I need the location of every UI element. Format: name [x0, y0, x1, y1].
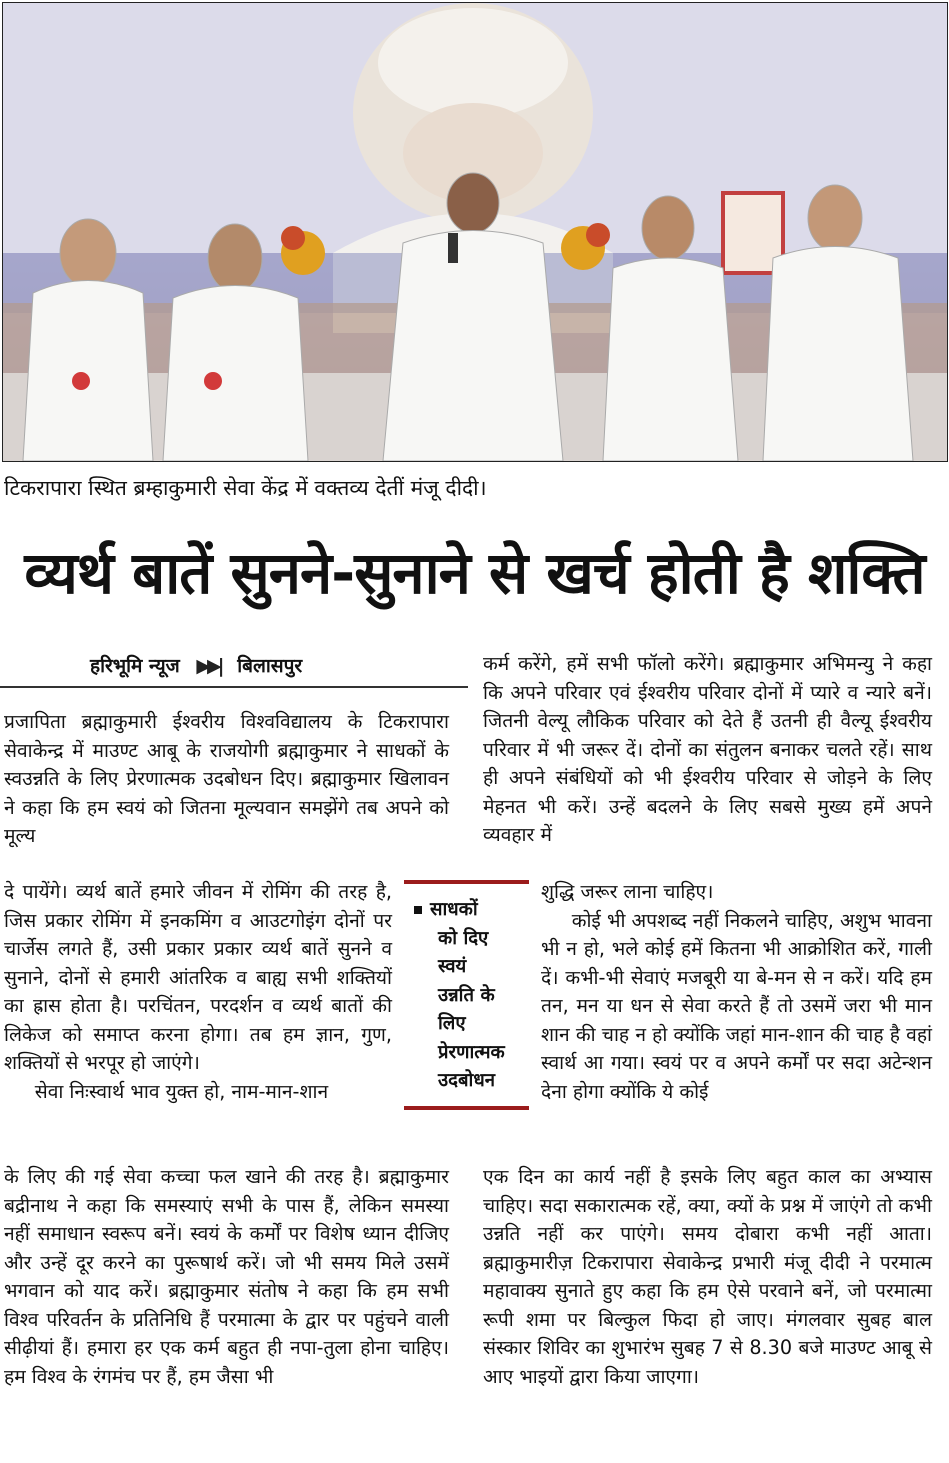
- pull-quote-line: स्वयं: [438, 956, 467, 977]
- column-2-middle: [541, 878, 932, 1106]
- photo-caption: टिकरापारा स्थित ब्रम्हाकुमारी सेवा केंद्र में वक्तव्य देतीं मंजू दीदी।: [4, 476, 487, 500]
- column-1-bottom: [4, 1163, 449, 1391]
- column-1-para-1: प्रजापिता ब्रह्माकुमारी ईश्वरीय विश्वविद्यालय के टिकरापारा सेवाकेन्द्र में माउण्ट आबू के राजयोगी ब्रह्माकुमार ने साधकों के स्वउन्नति के लिए प्रेरणात्मक उदबोधन दिए। ब्रह्माकुमार खिलावन ने कहा कि हम स्वयं को जितना मूल्यवान समझेंगे तब अपने को मूल्य: [4, 710, 449, 847]
- column-2-para-2b: एक दिन का कार्य नहीं है इसके लिए बहुत काल का अभ्यास चाहिए। सदा सकारात्मक रहें, क्या, क्यों के प्रश्न में जाएंगे तो कभी उन्नति नहीं कर पाएंगे। समय दोबारा कभी नहीं आता। ब्रह्माकुमारीज़ टिकरापारा सेवाकेन्द्र प्रभारी मंजू दीदी ने परमात्म महावाक्य सुनाते हुए कहा कि हम ऐसे परवाने बनें, जो परमात्मा रूपी शमा पर बिल्कुल फिदा हो जाए। मंगलवार सुबह बाल संस्कार शिविर का शुभारंभ सुबह 7 से 8.30 बजे माउण्ट आबू से आए भाइयों द्वारा किया जाएगा।: [483, 1165, 932, 1388]
- column-2-para-2a: कोई भी अपशब्द नहीं निकलने चाहिए, अशुभ भावना भी न हो, भले कोई हमें कितना भी आक्रोशित करें, गाली दें। कभी-भी सेवाएं मजबूरी या बे-मन से न करें। यदि हम तन, मन या धन से सेवा करते हैं तो उसमें जरा भी मान शान की चाह न हो क्योंकि जहां मान-शान की चाह है वहां स्वार्थ आ गया। स्वयं पर व अपने कर्मों पर सदा अटेन्शन देना होगा क्योंकि ये कोई: [541, 908, 932, 1103]
- pull-quote-line: साधकों: [430, 899, 478, 920]
- byline-arrow-icon: ▶▶|: [196, 655, 221, 677]
- pull-quote: [404, 880, 529, 1110]
- column-1-para-2a: सेवा निःस्वार्थ भाव युक्त हो, नाम-मान-शान: [34, 1079, 329, 1103]
- pull-quote-line: को दिए: [438, 927, 489, 949]
- column-1-middle: [4, 878, 392, 1106]
- event-photo: [2, 2, 948, 462]
- bullet-icon: [414, 906, 422, 914]
- column-2-para-1: कर्म करेंगे, हमें सभी फॉलो करेंगे। ब्रह्माकुमार अभिमन्यु ने कहा कि अपने परिवार एवं ईश्वरीय परिवार दोनों में प्यारे व न्यारे बनें। जितनी वेल्यू लौकिक परिवार को देते हैं उतनी ही वैल्यू ईश्वरीय परिवार में भी जरूर दें। दोनों का संतुलन बनाकर चलते रहें। साथ ही अपने संबंधियों को भी ईश्वरीय परिवार से जोड़ने के लिए मेहनत भी करें। उन्हें बदलने के लिए सबसे मुख्य हमें अपने व्यवहार में: [483, 652, 932, 846]
- column-1-para-1b: दे पायेंगे। व्यर्थ बातें हमारे जीवन में रोमिंग की तरह है, जिस प्रकार रोमिंग में इनकमिंग व आउटगोइंग दोनों पर चार्जेस लगते हैं, उसी प्रकार प्रकार व्यर्थ बातें सुनने व सुनाने, दोनों से हमारी आंतरिक व बाह्य सभी शक्तियों का ह्रास होता है। परचिंतन, परदर्शन व व्यर्थ बातों की लिकेज को समाप्त करना होगा। तब हम ज्ञान, गुण, शक्तियों से भरपूर हो जाएंगे।: [4, 880, 392, 1074]
- column-2-top: [483, 650, 932, 850]
- pull-quote-line: उदबोधन: [438, 1070, 495, 1091]
- pull-quote-line: प्रेरणात्मक: [438, 1041, 505, 1063]
- column-1-top: [4, 708, 449, 851]
- stage-photo-icon: [3, 3, 947, 461]
- byline-rule: [0, 686, 468, 688]
- headline: व्यर्थ बातें सुनने-सुनाने से खर्च होती है शक्ति: [24, 539, 925, 607]
- pull-quote-bottom-rule: [404, 1106, 529, 1110]
- column-2-bottom: [483, 1163, 932, 1391]
- byline-source: हरिभूमि न्यूज: [90, 655, 180, 677]
- column-1-para-2b: के लिए की गई सेवा कच्चा फल खाने की तरह है। ब्रह्माकुमार बद्रीनाथ ने कहा कि समस्याएं सभी के पास हैं, लेकिन समस्या नहीं समाधान स्वरूप बनें। स्वयं के कर्मों पर विशेष ध्यान दीजिए और उन्हें दूर करने का पुरूषार्थ करें। जो भी समय मिले उसमें भगवान को याद करें। ब्रह्माकुमार संतोष ने कहा कि हम सभी विश्व परिवर्तन के प्रतिनिधि हैं परमात्मा के द्वार पर पहुंचने वाली सीढ़ीयां हैं। हमारा हर एक कर्म बहुत ही नपा-तुला होना चाहिए। हम विश्व के रंगमंच पर हैं, हम जैसा भी: [4, 1165, 449, 1388]
- byline: [90, 652, 470, 680]
- pull-quote-line: लिए: [438, 1013, 466, 1034]
- pull-quote-text: [404, 884, 529, 1106]
- byline-place: बिलासपुर: [237, 655, 303, 677]
- column-2-para-1b: शुद्धि जरूर लाना चाहिए।: [541, 880, 714, 903]
- pull-quote-line: उन्नति के: [438, 984, 495, 1006]
